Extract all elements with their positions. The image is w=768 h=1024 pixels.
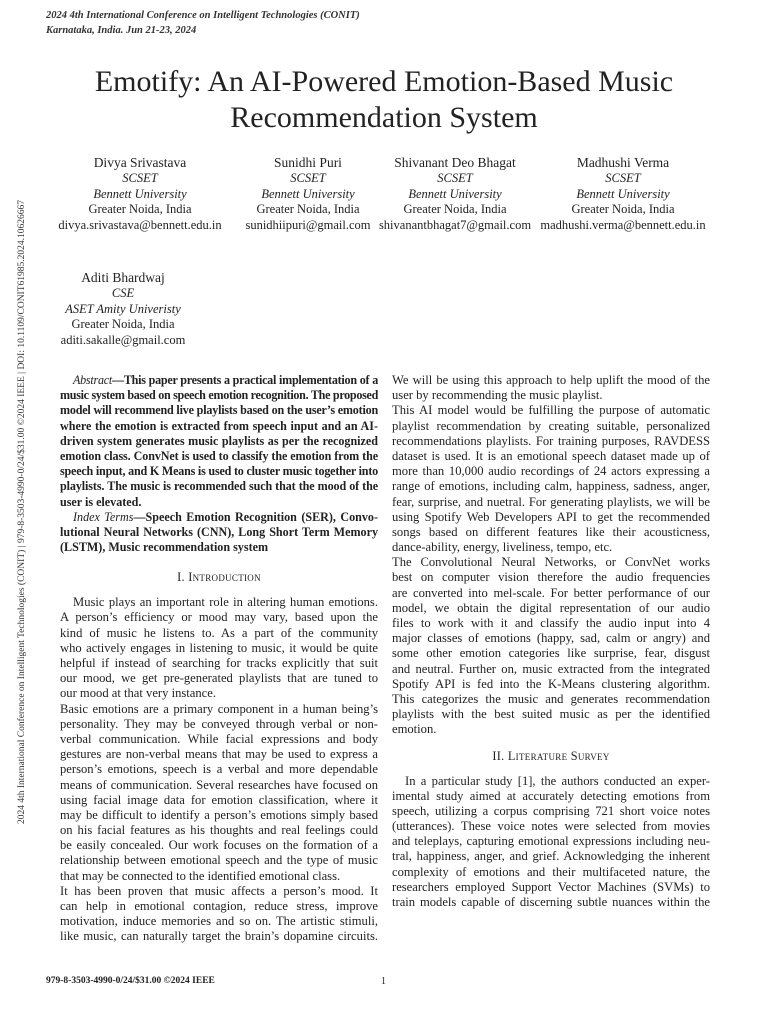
- abstract-line: music system based on speech emotion recognition. The proposed: [60, 388, 378, 403]
- text-line: person’s emotions, speech is a verbal and more dependable: [60, 762, 378, 777]
- text-line: In a particular study [1], the authors conducted an exper-: [405, 773, 710, 788]
- body-paragraph: [60, 595, 378, 701]
- text-line: This AI model would be fulfilling the purpose of automatic: [392, 403, 710, 418]
- text-line: relationship between emotional speech and the type of music: [60, 853, 378, 868]
- text-line: gestures are non-verbal means that may be used to express a: [60, 747, 378, 762]
- author-location: Greater Noida, India: [256, 202, 360, 217]
- text-line: verbal communication. While facial expressions and body: [60, 731, 378, 746]
- abstract: [60, 373, 378, 555]
- text-line: researchers employed Support Vector Machines (SVMs) to: [392, 879, 710, 894]
- text-line: complexity of emotions and their multifaceted nature, the: [392, 864, 710, 879]
- abstract-line: driven system generates music playlists as per the recognized: [60, 433, 378, 448]
- text-line: A person’s efficiency or mood may vary, based upon the: [60, 610, 378, 625]
- section-number: I.: [177, 570, 189, 585]
- text-line: It has been proven that music affects a person’s mood. It: [60, 883, 378, 898]
- author-department: CSE: [111, 285, 135, 300]
- text-line: motivation, induce memories and so on. The artistic stimuli,: [60, 914, 378, 929]
- abstract-line: playlists. The music is recommended such that the mood of the: [60, 479, 378, 494]
- author-department: SCSET: [122, 170, 158, 185]
- body-paragraph: [60, 884, 378, 945]
- title-line: Recommendation System: [230, 101, 538, 134]
- text-line: using Spotify Web Developers API to get the recommended: [392, 509, 710, 524]
- author-email: sunidhiipuri@gmail.com: [245, 218, 371, 233]
- text-line: using facial image data for emotion classification, where it: [60, 792, 378, 807]
- section-heading-literature-survey: [392, 748, 710, 764]
- abstract-line: [60, 373, 378, 388]
- text-line: may be difficult to identify a person’s emotions simply based: [60, 807, 378, 822]
- text-line: tral, happiness, anger, and grief. Acknowledging the inherent: [392, 849, 710, 864]
- text-line: who actively engages in listening to music, it would be quite: [60, 640, 378, 655]
- author-block: [538, 155, 708, 234]
- text-line: kind of music he listens to. As a part of the community: [60, 625, 378, 640]
- author-name: Madhushi Verma: [576, 155, 670, 170]
- text-line: means of communication. Several researches have focused on: [60, 777, 378, 792]
- body-paragraph: [60, 702, 378, 884]
- index-terms-text: —Speech Emotion Recognition (SER), Convo-: [133, 509, 378, 524]
- author-block: [370, 155, 540, 234]
- author-location: Greater Noida, India: [88, 202, 192, 217]
- author-name: Shivanant Deo Bhagat: [394, 155, 516, 170]
- text-line: and neutral. Further on, music extracted from the integrated: [392, 661, 710, 676]
- author-name: Sunidhi Puri: [274, 155, 342, 170]
- author-affiliation: Bennett University: [93, 186, 187, 201]
- index-terms-label: Index Terms: [73, 509, 134, 524]
- body-paragraph: [392, 403, 710, 555]
- index-terms-line: lutional Neural Networks (CNN), Long Short Term Memory: [60, 524, 378, 539]
- abstract-line: user is elevated.: [60, 494, 142, 509]
- text-line: imental study aimed at accurately detecting emotions from: [392, 788, 710, 803]
- text-line: range of emotions, including calm, happiness, sadness, anger,: [392, 479, 710, 494]
- abstract-line: speech input, and K Means is used to cluster music together into: [60, 464, 378, 479]
- section-number: II.: [492, 748, 508, 763]
- author-email: divya.srivastava@bennett.edu.in: [58, 218, 222, 233]
- author-email: shivanantbhagat7@gmail.com: [378, 218, 532, 233]
- text-line: personality. They may be conveyed through verbal or non-: [60, 716, 378, 731]
- text-line: can help in emotional contagion, reduce stress, improve: [60, 899, 378, 913]
- text-line: fear, surprise, and nuetral. For generating playlists, we will be: [392, 494, 710, 509]
- text-line: model, we obtain the digital representation of our audio: [392, 600, 710, 615]
- text-line: dance-ability, energy, liveliness, tempo, etc.: [392, 540, 613, 555]
- index-terms-line: [60, 510, 378, 525]
- text-line: more than 10,000 audio recordings of 24 actors expressing a: [392, 464, 710, 479]
- author-block: [223, 155, 393, 234]
- author-location: Greater Noida, India: [403, 202, 507, 217]
- text-line: train models capable of discerning subtle nuances within the: [392, 895, 710, 909]
- paper-title: [0, 64, 768, 136]
- text-line: like music, can naturally target the brain’s dopamine circuits.: [60, 929, 378, 944]
- text-line: Music plays an important role in altering human emotions.: [73, 595, 378, 610]
- text-line: emotion.: [392, 722, 437, 737]
- author-name: Aditi Bhardwaj: [81, 270, 165, 285]
- text-line: files to work with it and classify the audio input into 4: [392, 616, 710, 630]
- text-line: The Convolutional Neural Networks, or ConvNet works: [392, 555, 710, 570]
- author-affiliation: Bennett University: [261, 186, 355, 201]
- text-line: playlists with the best suited music as per the identified: [392, 707, 710, 722]
- body-paragraph: [392, 373, 710, 403]
- text-line: major classes of emotions (happy, sad, calm or angry) and: [392, 631, 710, 646]
- index-terms-line: (LSTM), Music recommendation system: [60, 540, 269, 555]
- text-line: (utterances). These voice notes were selected from movies: [392, 819, 710, 834]
- text-line: that may be connected to the identified emotional class.: [60, 868, 341, 883]
- text-line: best on computer vision therefore the audio frequencies: [392, 570, 710, 585]
- author-email: madhushi.verma@bennett.edu.in: [540, 218, 706, 233]
- author-name: Divya Srivastava: [93, 155, 187, 170]
- text-line: songs based on different features like their acousticness,: [392, 524, 710, 539]
- body-paragraph: [392, 774, 710, 911]
- abstract-label: Abstract: [73, 373, 112, 387]
- text-line: some other emotion categories like surprise, fear, disgust: [392, 646, 710, 661]
- text-line: our mood, we get pre-generated playlists that are tuned to: [60, 671, 378, 686]
- author-email: aditi.sakalle@gmail.com: [60, 333, 186, 348]
- footer-isbn: 979-8-3503-4990-0/24/$31.00 ©2024 IEEE: [46, 976, 215, 986]
- text-line: dataset is used. It is an emotional speech dataset made up of: [392, 448, 710, 463]
- abstract-line: emotion class. ConvNet is used to classify the emotion from the: [60, 448, 378, 463]
- text-line: Basic emotions are a primary component in a human being’s: [60, 701, 378, 716]
- text-line: our mood at that very instance.: [60, 686, 216, 701]
- author-affiliation: Bennett University: [408, 186, 502, 201]
- author-location: Greater Noida, India: [571, 202, 675, 217]
- text-line: recommendations playlists. For training purposes, RAVDESS: [392, 433, 710, 448]
- section-heading-introduction: [60, 569, 378, 585]
- section-title: Introduction: [188, 570, 261, 585]
- abstract-line: model will recommend live playlists based on the user’s emotion: [60, 403, 378, 418]
- title-line: Emotify: An AI-Powered Emotion-Based Music: [94, 65, 674, 98]
- author-location: Greater Noida, India: [71, 317, 175, 332]
- text-line: are converted into mel-scale. For better performance of our: [392, 585, 710, 600]
- author-department: SCSET: [290, 170, 326, 185]
- right-column: [392, 373, 710, 910]
- conference-name: 2024 4th International Conference on Intelligent Technologies (CONIT): [46, 10, 360, 21]
- text-line: speech, utilizing a corpus comprising 721 short voice notes: [392, 803, 710, 818]
- section-title: Literature Survey: [507, 748, 610, 763]
- author-department: SCSET: [437, 170, 473, 185]
- text-line: on his facial features as his thoughts and real feelings could: [60, 823, 378, 838]
- text-line: Spotify API is fed into the K-Means clustering algorithm.: [392, 676, 710, 691]
- author-department: SCSET: [605, 170, 641, 185]
- abstract-text: —This paper presents a practical implementation of a: [111, 373, 378, 387]
- text-line: This categorizes the music and generates recommendation: [392, 691, 710, 706]
- side-doi-text: 2024 4th International Conference on Intelligent Technologies (CONIT) | 979-8-3503-4990-0/24/$31.00 ©2024 IEEE | DOI: 10.1109/CONIT61985.2024.10626667: [17, 199, 27, 825]
- text-line: user by recommending the music playlist.: [392, 388, 603, 403]
- body-paragraph: [392, 555, 710, 737]
- text-line: helpful if instead of searching for tracks explicitly that suit: [60, 656, 378, 670]
- abstract-line: where the emotion is extracted from speech input and an AI-: [60, 418, 378, 433]
- text-line: be easily concealed. Our work focuses on the formation of a: [60, 838, 378, 853]
- left-column: [60, 373, 378, 945]
- conference-location: Karnataka, India. Jun 21-23, 2024: [46, 25, 197, 36]
- author-block: [55, 155, 225, 234]
- author-affiliation: Bennett University: [576, 186, 670, 201]
- text-line: playlist recommendation by creating suitable, personalized: [392, 418, 710, 433]
- text-line: and teleplays, capturing emotional expressions including neu-: [392, 834, 710, 849]
- page-number: 1: [381, 976, 386, 987]
- text-line: We will be using this approach to help uplift the mood of the: [392, 373, 710, 387]
- author-affiliation: ASET Amity Univeristy: [65, 301, 181, 316]
- author-block: [38, 270, 208, 349]
